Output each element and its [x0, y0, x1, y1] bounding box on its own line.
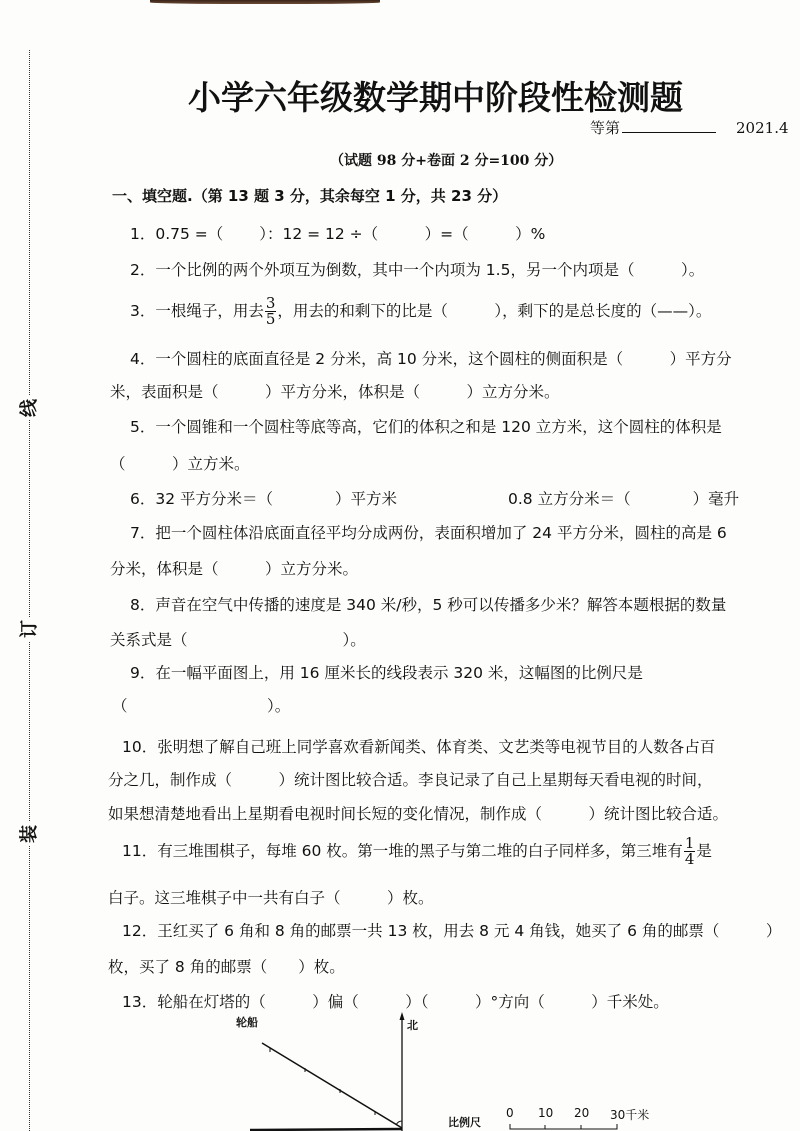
fraction-three-fifths: $\frac{3}{5}$ — [265, 294, 276, 328]
question-11-line-2: 白子。这三堆棋子中一共有白子（ ）枚。 — [108, 889, 434, 907]
question-9-line-1: 9．在一幅平面图上，用 16 厘米长的线段表示 320 米，这幅图的比例尺是 — [130, 664, 643, 682]
question-9-line-2: （ ）。 — [112, 697, 291, 715]
question-10-line-2: 分之几，制作成（ ）统计图比较合适。李良记录了自己上星期每天看电视的时间， — [108, 771, 713, 789]
question-11-part-a: 11．有三堆围棋子，每堆 60 枚。第一堆的黑子与第二堆的白子同样多，第三堆有 — [122, 842, 683, 860]
binding-dotted-line — [29, 50, 30, 1131]
exam-date: 2021.4 — [736, 119, 789, 137]
question-10-line-3: 如果想清楚地看出上星期看电视时间长短的变化情况，制作成（ ）统计图比较合适。 — [108, 805, 729, 823]
scale-label: 比例尺 — [448, 1116, 481, 1129]
question-7-line-1: 7．把一个圆柱体沿底面直径平均分成两份，表面积增加了 24 平方分米，圆柱的高是 6 — [130, 524, 727, 542]
question-4-line-2: 米，表面积是（ ）平方分米，体积是（ ）立方分米。 — [110, 383, 560, 401]
scale-tick-30km: 30千米 — [610, 1108, 650, 1122]
question-2: 2．一个比例的两个外项互为倒数，其中一个内项为 1.5，另一个内项是（ ）。 — [130, 261, 705, 279]
question-5-line-2: （ ）立方米。 — [110, 455, 250, 473]
scale-tick-20: 20 — [574, 1106, 590, 1120]
question-3-part-b: ，用去的和剩下的比是（ ），剩下的是总长度的（——）。 — [277, 302, 712, 320]
grade-blank[interactable] — [622, 118, 716, 133]
question-12-line-1: 12．王红买了 6 角和 8 角的邮票一共 13 枚，用去 8 元 4 角钱，她买了 6 角的邮票（ ） — [122, 922, 782, 940]
grade-line — [590, 117, 789, 138]
north-label: 北 — [407, 1019, 418, 1032]
section-heading: 一、填空题.（第 13 题 3 分，其余每空 1 分，共 23 分） — [112, 187, 508, 205]
scale-tick-10: 10 — [538, 1106, 554, 1120]
question-5-line-1: 5．一个圆锥和一个圆柱等底等高，它们的体积之和是 120 立方米，这个圆柱的体积是 — [130, 418, 722, 436]
binding-char-xian: 线 — [18, 396, 42, 420]
question-4-line-1: 4．一个圆柱的底面直径是 2 分米，高 10 分米，这个圆柱的侧面积是（ ）平方分 — [130, 350, 732, 368]
binding-char-ding: 订 — [18, 617, 42, 641]
direction-diagram — [230, 1010, 700, 1131]
grade-label: 等第 — [590, 119, 621, 137]
binding-char-zhuang: 装 — [18, 822, 42, 846]
question-1: 1．0.75 =（ ）：12 = 12 ÷（ ）=（ ）% — [130, 225, 546, 243]
question-11-line-1 — [122, 836, 712, 867]
photo-edge-shadow — [150, 0, 380, 4]
question-7-line-2: 分米，体积是（ ）立方分米。 — [110, 560, 359, 578]
question-10-line-1: 10．张明想了解自己班上同学喜欢看新闻类、体育类、文艺类等电视节目的人数各占百 — [122, 738, 716, 756]
question-3 — [130, 296, 711, 327]
question-8-line-1: 8．声音在空气中传播的速度是 340 米/秒，5 秒可以传播多少米？解答本题根据的数量 — [130, 596, 727, 614]
scale-tick-0: 0 — [506, 1106, 514, 1120]
question-8-line-2: 关系式是（ ）。 — [110, 631, 366, 649]
question-12-line-2: 枚，买了 8 角的邮票（ ）枚。 — [108, 958, 345, 976]
score-note: （试题 98 分+卷面 2 分=100 分） — [330, 153, 563, 169]
question-6-part-a: 6．32 平方分米＝（ ）平方米 — [130, 490, 398, 508]
question-13: 13．轮船在灯塔的（ ）偏（ ）（ ）°方向（ ）千米处。 — [122, 993, 669, 1011]
question-3-part-a: 3．一根绳子，用去 — [130, 302, 264, 320]
fraction-one-quarter: $\frac{1}{4}$ — [684, 834, 695, 868]
question-6-part-b: 0.8 立方分米＝（ ）毫升 — [508, 490, 740, 508]
page-title: 小学六年级数学期中阶段性检测题 — [188, 78, 683, 117]
question-11-part-b: 是 — [696, 842, 712, 860]
ship-label: 轮船 — [236, 1016, 258, 1029]
